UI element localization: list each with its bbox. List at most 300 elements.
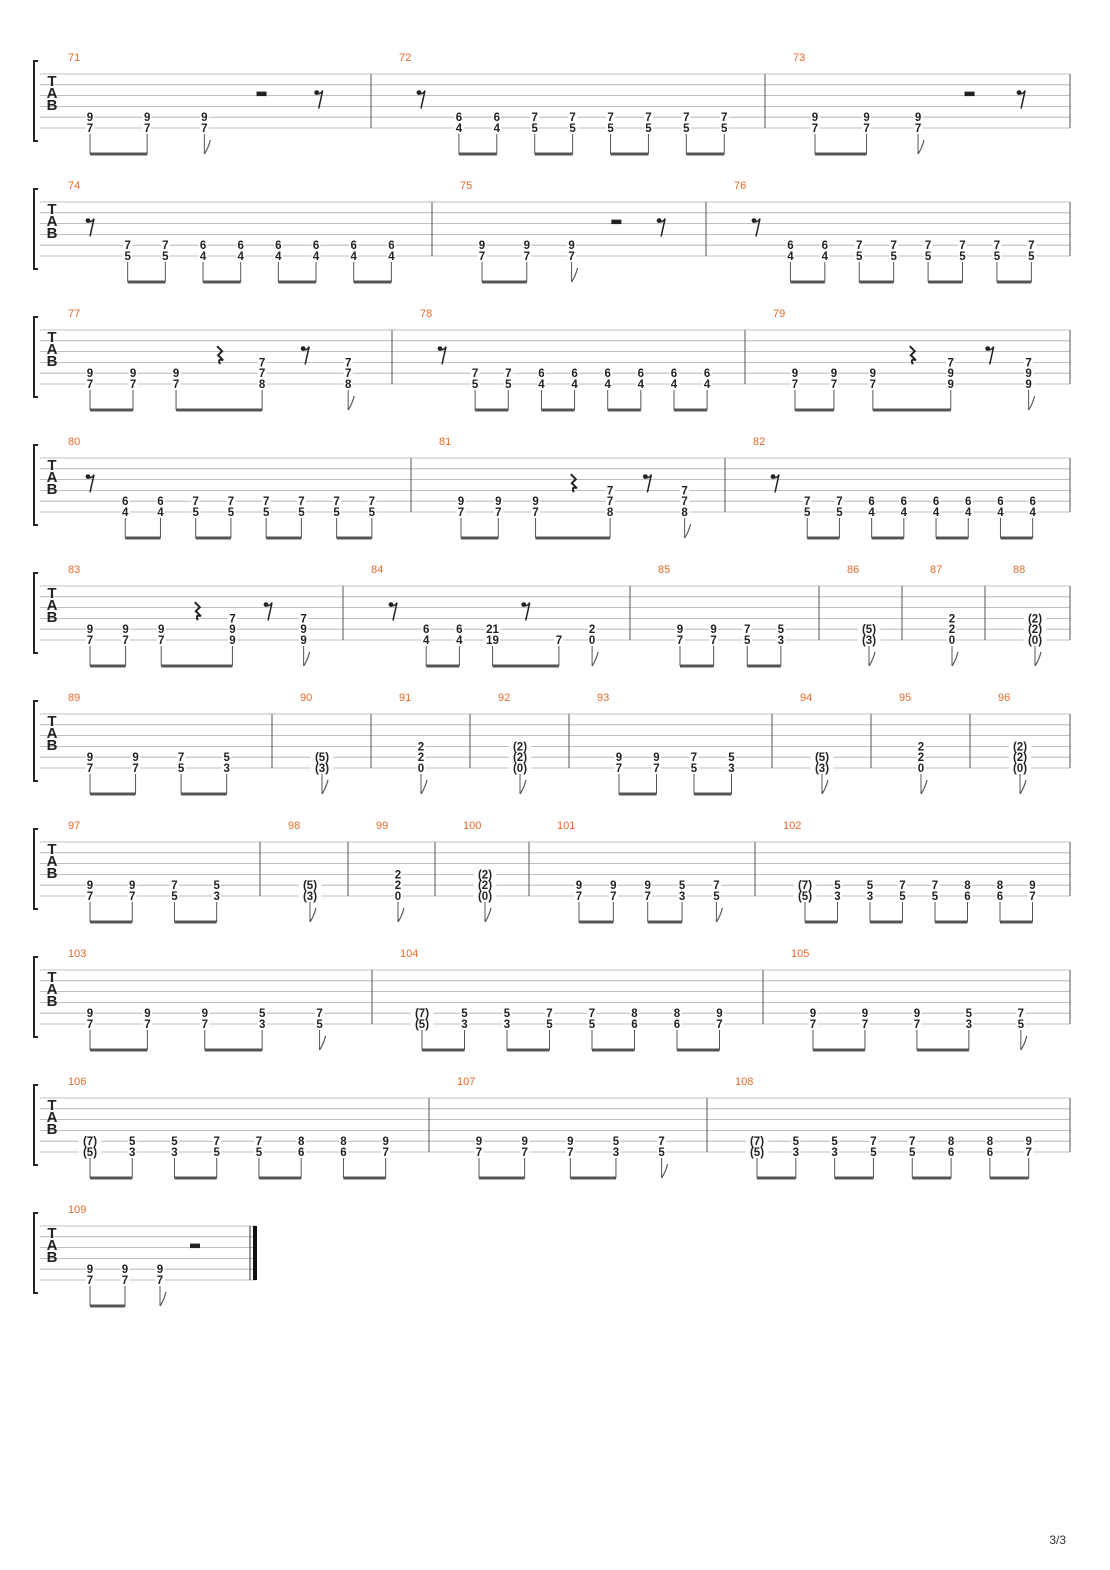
fret-number: 7 (122, 635, 129, 647)
fret-number: 9 (86, 1264, 94, 1277)
fret-number: 6 (670, 368, 678, 381)
fret-number: (0) (512, 763, 528, 775)
tab-clef-letter: B (46, 1121, 58, 1138)
measure-number: 83 (68, 564, 81, 576)
fret-number: 5 (298, 507, 305, 519)
fret-number: 8 (996, 880, 1004, 893)
measure-number: 82 (753, 436, 766, 448)
fret-number: 7 (870, 1136, 877, 1149)
fret-number: 8 (673, 1008, 681, 1021)
fret-number: 7 (890, 240, 897, 253)
fret-number: 7 (86, 123, 94, 135)
fret-number: 7 (382, 1147, 389, 1159)
fret-number: 7 (227, 496, 235, 509)
measure-number: 97 (68, 820, 81, 832)
fret-number: (2) (1012, 752, 1028, 765)
fret-number: 6 (787, 240, 794, 253)
note-flag (310, 908, 316, 922)
fret-number: 2 (948, 613, 956, 626)
fret-number: 5 (924, 251, 932, 263)
fret-number: 2 (588, 624, 596, 637)
fret-number: 4 (312, 251, 320, 263)
fret-number: 7 (478, 251, 486, 263)
fret-number: 5 (213, 880, 220, 893)
measure-number: 88 (1013, 564, 1026, 576)
eighth-rest (440, 347, 446, 365)
fret-number: 8 (606, 507, 614, 519)
fret-number: 7 (532, 507, 539, 519)
fret-number: 9 (475, 1136, 483, 1149)
fret-number: 5 (1017, 1019, 1025, 1031)
measure-number: 80 (68, 436, 81, 448)
fret-number: 5 (721, 123, 728, 135)
fret-number: 6 (965, 496, 972, 509)
note-flag (320, 1036, 326, 1050)
measure-number: 99 (376, 820, 389, 832)
fret-number: 2 (948, 624, 956, 637)
fret-number: 7 (869, 379, 877, 391)
fret-number: 5 (192, 507, 199, 519)
fret-number: 9 (86, 752, 94, 765)
measure-number: 101 (557, 820, 576, 832)
fret-number: 7 (809, 1019, 817, 1031)
fret-number: 7 (1029, 891, 1036, 903)
measure-number: 89 (68, 692, 81, 704)
fret-number: 5 (658, 1147, 665, 1159)
fret-number: 5 (678, 880, 686, 893)
fret-number: 7 (681, 496, 688, 509)
fret-number: 5 (1028, 251, 1035, 263)
fret-number: 8 (986, 1136, 994, 1149)
system-bracket (34, 317, 38, 397)
fret-number: (7) (82, 1136, 98, 1149)
fret-number: 7 (653, 763, 660, 775)
quarter-rest (571, 474, 577, 492)
fret-number: 5 (124, 251, 131, 263)
fret-number: (5) (749, 1147, 765, 1159)
fret-number: (5) (82, 1147, 98, 1159)
fret-number: 6 (637, 368, 645, 381)
fret-number: 7 (156, 1275, 164, 1287)
measure-number: 102 (783, 820, 802, 832)
eighth-rest (1019, 91, 1025, 109)
eighth-rest (317, 91, 323, 109)
fret-number: (3) (302, 891, 318, 903)
measure-number: 76 (734, 180, 747, 192)
fret-number: 7 (899, 880, 906, 893)
fret-number: 5 (690, 763, 698, 775)
note-flag (398, 908, 404, 922)
fret-number: (3) (814, 763, 830, 775)
measure-number: 108 (735, 1076, 754, 1088)
fret-number: 9 (457, 496, 465, 509)
tab-clef-letter: B (46, 865, 58, 882)
fret-number: 5 (931, 891, 939, 903)
measure-number: 77 (68, 308, 81, 320)
fret-number: 7 (546, 1008, 553, 1021)
tab-clef-letter: T (47, 585, 57, 602)
fret-number: 7 (836, 496, 843, 509)
fret-number: 9 (710, 624, 717, 637)
fret-number: 9 (863, 112, 870, 125)
tab-system (34, 436, 1070, 538)
fret-number: 6 (122, 496, 129, 509)
measure-number: 75 (460, 180, 473, 192)
fret-number: 7 (471, 368, 479, 381)
fret-number: 6 (237, 240, 244, 253)
fret-number: 9 (158, 624, 165, 637)
fret-number: 6 (157, 496, 164, 509)
fret-number: 6 (340, 1147, 347, 1159)
system-bracket (34, 1085, 38, 1165)
tab-system (34, 820, 1070, 922)
fret-number: 3 (728, 763, 735, 775)
fret-number: 7 (1028, 240, 1035, 253)
fret-number: 4 (493, 123, 501, 135)
fret-number: 6 (388, 240, 395, 253)
fret-number: 3 (834, 891, 841, 903)
fret-number: 9 (382, 1136, 389, 1149)
fret-number: 8 (344, 379, 352, 391)
fret-number: 4 (1029, 507, 1036, 519)
fret-number: 6 (964, 891, 971, 903)
fret-number: 9 (861, 1008, 869, 1021)
fret-number: 6 (821, 240, 829, 253)
fret-number: 9 (478, 240, 486, 253)
fret-number: 6 (350, 240, 357, 253)
fret-number: 7 (569, 112, 576, 125)
fret-number: 9 (811, 112, 819, 125)
eighth-rest (988, 347, 994, 365)
fret-number: 7 (811, 123, 819, 135)
fret-number: 9 (122, 624, 129, 637)
fret-number: 7 (86, 1019, 94, 1031)
fret-number: 8 (681, 507, 688, 519)
note-flag (716, 908, 722, 922)
tab-clef-letter: B (46, 225, 58, 242)
fret-number: 9 (947, 379, 954, 391)
fret-number: 5 (333, 507, 340, 519)
fret-number: 3 (213, 891, 220, 903)
fret-number: 5 (461, 1008, 468, 1021)
fret-number: 9 (1025, 1136, 1032, 1149)
fret-number: 9 (947, 368, 954, 381)
fret-number: 5 (316, 1019, 323, 1031)
tab-clef-letter: T (47, 713, 57, 730)
fret-number: 5 (471, 379, 479, 391)
measure-number: 91 (399, 692, 412, 704)
eighth-rest (645, 475, 651, 493)
tab-clef-letter: T (47, 1097, 57, 1114)
fret-number: 9 (914, 112, 922, 125)
fret-number: 3 (965, 1019, 973, 1031)
fret-number: 5 (866, 880, 874, 893)
fret-number: 4 (670, 379, 678, 391)
fret-number: 7 (521, 1147, 528, 1159)
fret-number: 9 (86, 1008, 94, 1021)
measure-number: 84 (371, 564, 384, 576)
tab-clef-letter: B (46, 609, 58, 626)
fret-number: 4 (571, 379, 578, 391)
fret-number: 4 (965, 507, 972, 519)
fret-number: 6 (422, 624, 430, 637)
fret-number: (7) (797, 880, 813, 893)
fret-number: 5 (713, 891, 720, 903)
fret-number: 7 (201, 123, 208, 135)
fret-number: 9 (869, 368, 877, 381)
note-flag (485, 908, 491, 922)
fret-number: 9 (129, 880, 136, 893)
fret-number: (0) (1027, 635, 1043, 647)
fret-number: 4 (821, 251, 829, 263)
tab-system (34, 52, 1070, 154)
fret-number: 7 (344, 368, 352, 381)
fret-number: 4 (932, 507, 940, 519)
fret-number: 7 (143, 123, 151, 135)
fret-number: 5 (368, 507, 376, 519)
fret-number: 3 (503, 1019, 511, 1031)
measure-number: 100 (463, 820, 482, 832)
tab-clef-letter: A (46, 213, 58, 230)
system-bracket (34, 573, 38, 653)
fret-number: 7 (158, 635, 165, 647)
fret-number: (0) (477, 891, 493, 903)
fret-number: 7 (683, 112, 690, 125)
fret-number: 7 (959, 240, 966, 253)
fret-number: 9 (610, 880, 617, 893)
fret-number: 7 (124, 240, 131, 253)
fret-number: 8 (297, 1136, 305, 1149)
fret-number: 9 (300, 635, 307, 647)
fret-number: 3 (866, 891, 874, 903)
fret-number: 2 (394, 869, 402, 882)
fret-number: 5 (856, 251, 863, 263)
fret-number: 7 (258, 368, 266, 381)
fret-number: 5 (258, 1008, 266, 1021)
fret-number: 9 (129, 368, 137, 381)
fret-number: 6 (275, 240, 282, 253)
fret-number: (5) (814, 752, 830, 765)
fret-number: (2) (1027, 613, 1043, 626)
fret-number: 6 (1029, 496, 1036, 509)
fret-number: (5) (314, 752, 330, 765)
fret-number: 5 (531, 123, 538, 135)
fret-number: 4 (538, 379, 545, 391)
fret-number: 7 (368, 496, 376, 509)
fret-number: 3 (777, 635, 785, 647)
fret-number: 9 (830, 368, 838, 381)
fret-number: 5 (899, 891, 906, 903)
fret-number: 5 (728, 752, 735, 765)
fret-number: 7 (333, 496, 340, 509)
fret-number: 9 (809, 1008, 817, 1021)
fret-number: 9 (644, 880, 651, 893)
fret-number: 7 (555, 635, 563, 647)
fret-number: 9 (132, 752, 139, 765)
fret-number: 7 (744, 624, 751, 637)
fret-number: 6 (932, 496, 940, 509)
fret-number: 4 (787, 251, 794, 263)
fret-number: 6 (312, 240, 320, 253)
fret-number: 0 (948, 635, 956, 647)
fret-number: 6 (900, 496, 908, 509)
eighth-rest (88, 475, 94, 493)
quarter-rest (195, 602, 201, 620)
fret-number: (5) (414, 1019, 430, 1031)
fret-number: (5) (302, 880, 318, 893)
note-flag (1021, 1036, 1027, 1050)
fret-number: 5 (683, 123, 690, 135)
fret-number: 7 (721, 112, 728, 125)
fret-number: 7 (171, 880, 178, 893)
fret-number: 5 (777, 624, 785, 637)
fret-number: 9 (1025, 379, 1032, 391)
half-rest (611, 220, 621, 225)
fret-number: 5 (836, 507, 843, 519)
fret-number: 3 (792, 1147, 800, 1159)
measure-number: 109 (68, 1204, 87, 1216)
fret-number: 4 (422, 635, 430, 647)
note-flag (592, 652, 598, 666)
tab-clef-letter: A (46, 981, 58, 998)
eighth-rest (773, 475, 779, 493)
measure-number: 98 (288, 820, 301, 832)
fret-number: 7 (716, 1019, 723, 1031)
fret-number: 7 (713, 880, 720, 893)
fret-number: 7 (931, 880, 939, 893)
fret-number: 2 (917, 752, 925, 765)
fret-number: 4 (237, 251, 244, 263)
quarter-rest (910, 346, 916, 364)
fret-number: 7 (791, 379, 799, 391)
fret-number: 9 (143, 112, 151, 125)
fret-number: 6 (571, 368, 578, 381)
fret-number: 5 (804, 507, 811, 519)
fret-number: 6 (986, 1147, 994, 1159)
fret-number: 19 (486, 635, 499, 647)
fret-number: 6 (703, 368, 711, 381)
fret-number: (2) (1012, 741, 1028, 754)
fret-number: 7 (567, 1147, 574, 1159)
fret-number: 7 (177, 752, 185, 765)
fret-number: 7 (86, 891, 94, 903)
half-rest (965, 92, 975, 97)
fret-number: 9 (716, 1008, 723, 1021)
fret-number: (7) (414, 1008, 430, 1021)
fret-number: (3) (314, 763, 330, 775)
fret-number: 6 (947, 1147, 955, 1159)
fret-number: 5 (171, 891, 178, 903)
measure-number: 106 (68, 1076, 87, 1088)
fret-number: 5 (255, 1147, 263, 1159)
tab-clef-letter: T (47, 457, 57, 474)
system-bracket (34, 1213, 38, 1293)
tab-clef-letter: T (47, 329, 57, 346)
fret-number: 6 (604, 368, 611, 381)
fret-number: 5 (890, 251, 897, 263)
fret-number: 9 (653, 752, 660, 765)
fret-number: 7 (505, 368, 512, 381)
fret-number: 9 (1025, 368, 1032, 381)
fret-number: 7 (457, 507, 465, 519)
fret-number: 5 (569, 123, 576, 135)
fret-number: 7 (575, 891, 583, 903)
fret-number: 3 (678, 891, 686, 903)
fret-number: 5 (503, 1008, 511, 1021)
fret-number: 7 (914, 123, 922, 135)
measure-number: 105 (791, 948, 810, 960)
tab-clef-letter: A (46, 1109, 58, 1126)
fret-number: 7 (645, 112, 652, 125)
fret-number: 9 (521, 1136, 528, 1149)
eighth-rest (659, 219, 665, 237)
fret-number: 7 (201, 1019, 208, 1031)
fret-number: (0) (1012, 763, 1028, 775)
fret-number: 5 (505, 379, 512, 391)
eighth-rest (266, 603, 272, 621)
fret-number: 6 (868, 496, 875, 509)
fret-number: 0 (417, 763, 425, 775)
fret-number: 4 (455, 123, 463, 135)
tab-clef-letter: T (47, 1225, 57, 1242)
fret-number: 4 (157, 507, 164, 519)
fret-number: (5) (861, 624, 877, 637)
fret-number: 9 (156, 1264, 164, 1277)
fret-number: 5 (834, 880, 841, 893)
fret-number: 8 (631, 1008, 638, 1021)
fret-number: 3 (612, 1147, 620, 1159)
fret-number: 3 (129, 1147, 136, 1159)
fret-number: 7 (615, 763, 623, 775)
tab-clef-letter: B (46, 481, 58, 498)
fret-number: 5 (223, 752, 230, 765)
fret-number: 4 (900, 507, 908, 519)
note-flag (1020, 780, 1026, 794)
fret-number: 3 (258, 1019, 266, 1031)
fret-number: 4 (703, 379, 711, 391)
fret-number: 4 (275, 251, 282, 263)
fret-number: (3) (861, 635, 877, 647)
measure-number: 79 (773, 308, 786, 320)
fret-number: 4 (122, 507, 129, 519)
fret-number: 7 (298, 496, 305, 509)
fret-number: 6 (493, 112, 501, 125)
fret-number: 6 (673, 1019, 681, 1031)
fret-number: 7 (129, 891, 136, 903)
fret-number: 5 (162, 251, 169, 263)
half-rest (257, 92, 267, 97)
fret-number: 7 (644, 891, 651, 903)
fret-number: 9 (300, 624, 307, 637)
fret-number: 7 (192, 496, 199, 509)
fret-number: 5 (177, 763, 185, 775)
fret-number: 4 (868, 507, 875, 519)
fret-number: 7 (262, 496, 270, 509)
fret-number: 9 (201, 112, 208, 125)
fret-number: 0 (394, 891, 402, 903)
fret-number: 7 (86, 635, 94, 647)
fret-number: 6 (199, 240, 207, 253)
fret-number: 9 (86, 880, 94, 893)
fret-number: 9 (86, 112, 94, 125)
tab-clef-letter: T (47, 201, 57, 218)
fret-number: 9 (615, 752, 623, 765)
tab-clef-letter: A (46, 853, 58, 870)
fret-number: (2) (1027, 624, 1043, 637)
eighth-rest (88, 219, 94, 237)
measure-number: 86 (847, 564, 860, 576)
tab-clef-letter: T (47, 73, 57, 90)
